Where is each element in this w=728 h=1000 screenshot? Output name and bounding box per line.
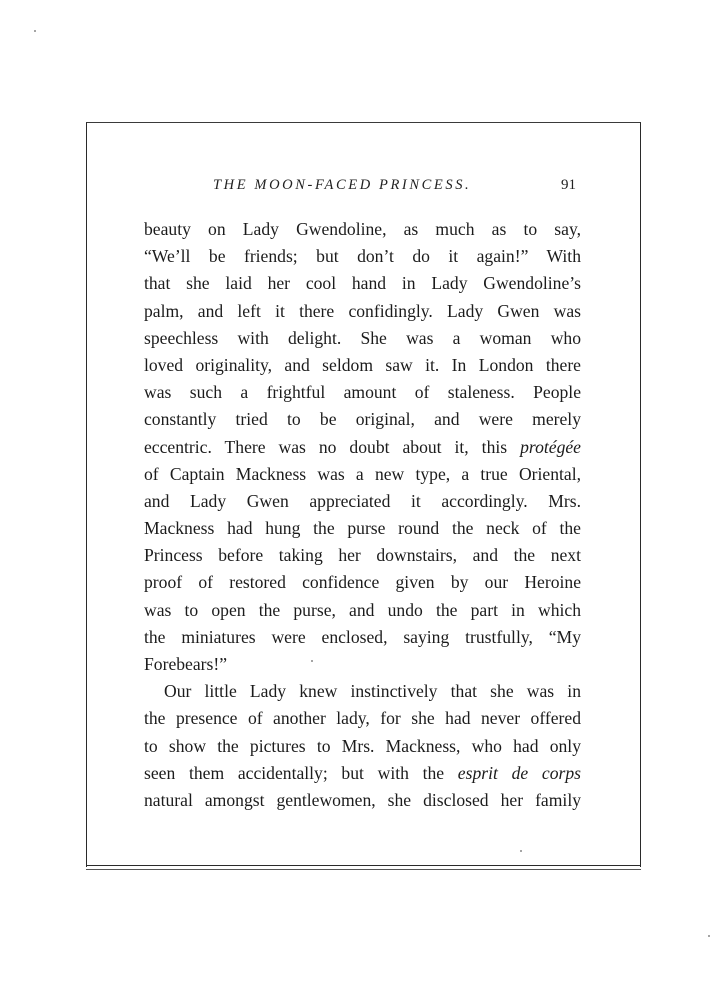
text-line: Our little Lady knew instinctively that she was in: [164, 681, 581, 702]
text-line: was to open the purse, and undo the part in which: [144, 599, 581, 620]
text-line-with-italic: [144, 434, 581, 461]
text-line: Forebears!”: [144, 654, 228, 674]
text-line: Princess before taking her downstairs, and the next: [144, 545, 581, 566]
text-line: natural amongst gentlewomen, she disclosed her family: [144, 789, 581, 810]
text-line: palm, and left it there confidingly. Lady Gwen was: [144, 300, 581, 321]
italic-phrase: esprit de corps: [457, 762, 581, 783]
text-line: that she laid her cool hand in Lady Gwendoline’s: [144, 273, 581, 294]
text-line: constantly tried to be original, and were merely: [144, 409, 581, 430]
text-line: the presence of another lady, for she had never offered: [144, 708, 581, 729]
text-segment: eccentric. There was no doubt about it, this: [144, 436, 508, 457]
text-line: to show the pictures to Mrs. Mackness, who had only: [144, 735, 581, 756]
text-line: speechless with delight. She was a woman who: [144, 327, 581, 348]
text-line: the miniatures were enclosed, saying trustfully, “My: [144, 626, 581, 647]
page-number: 91: [561, 177, 576, 193]
running-title: THE MOON-FACED PRINCESS.: [213, 177, 472, 193]
text-line: proof of restored confidence given by our Heroine: [144, 572, 581, 593]
text-line-with-italic: [144, 760, 581, 787]
text-segment: seen them accidentally; but with the: [144, 762, 445, 783]
italic-word: protégée: [520, 436, 581, 457]
body-text: [144, 216, 581, 814]
text-line: Mackness had hung the purse round the neck of the: [144, 518, 581, 539]
bottom-rule: [86, 865, 641, 866]
paper-speck: [311, 660, 313, 662]
text-line: “We’ll be friends; but don’t do it again!” With: [144, 246, 581, 267]
paper-speck: [34, 30, 36, 32]
paper-speck: [520, 850, 522, 852]
text-line: beauty on Lady Gwendoline, as much as to say,: [144, 219, 581, 239]
text-line: of Captain Mackness was a new type, a true Oriental,: [144, 463, 581, 484]
bottom-rule-inner: [86, 869, 641, 870]
text-line: loved originality, and seldom saw it. In London there: [144, 354, 581, 375]
text-line: was such a frightful amount of staleness. People: [144, 382, 581, 403]
text-line: and Lady Gwen appreciated it accordingly. Mrs.: [144, 490, 581, 511]
paper-speck: [708, 935, 710, 937]
